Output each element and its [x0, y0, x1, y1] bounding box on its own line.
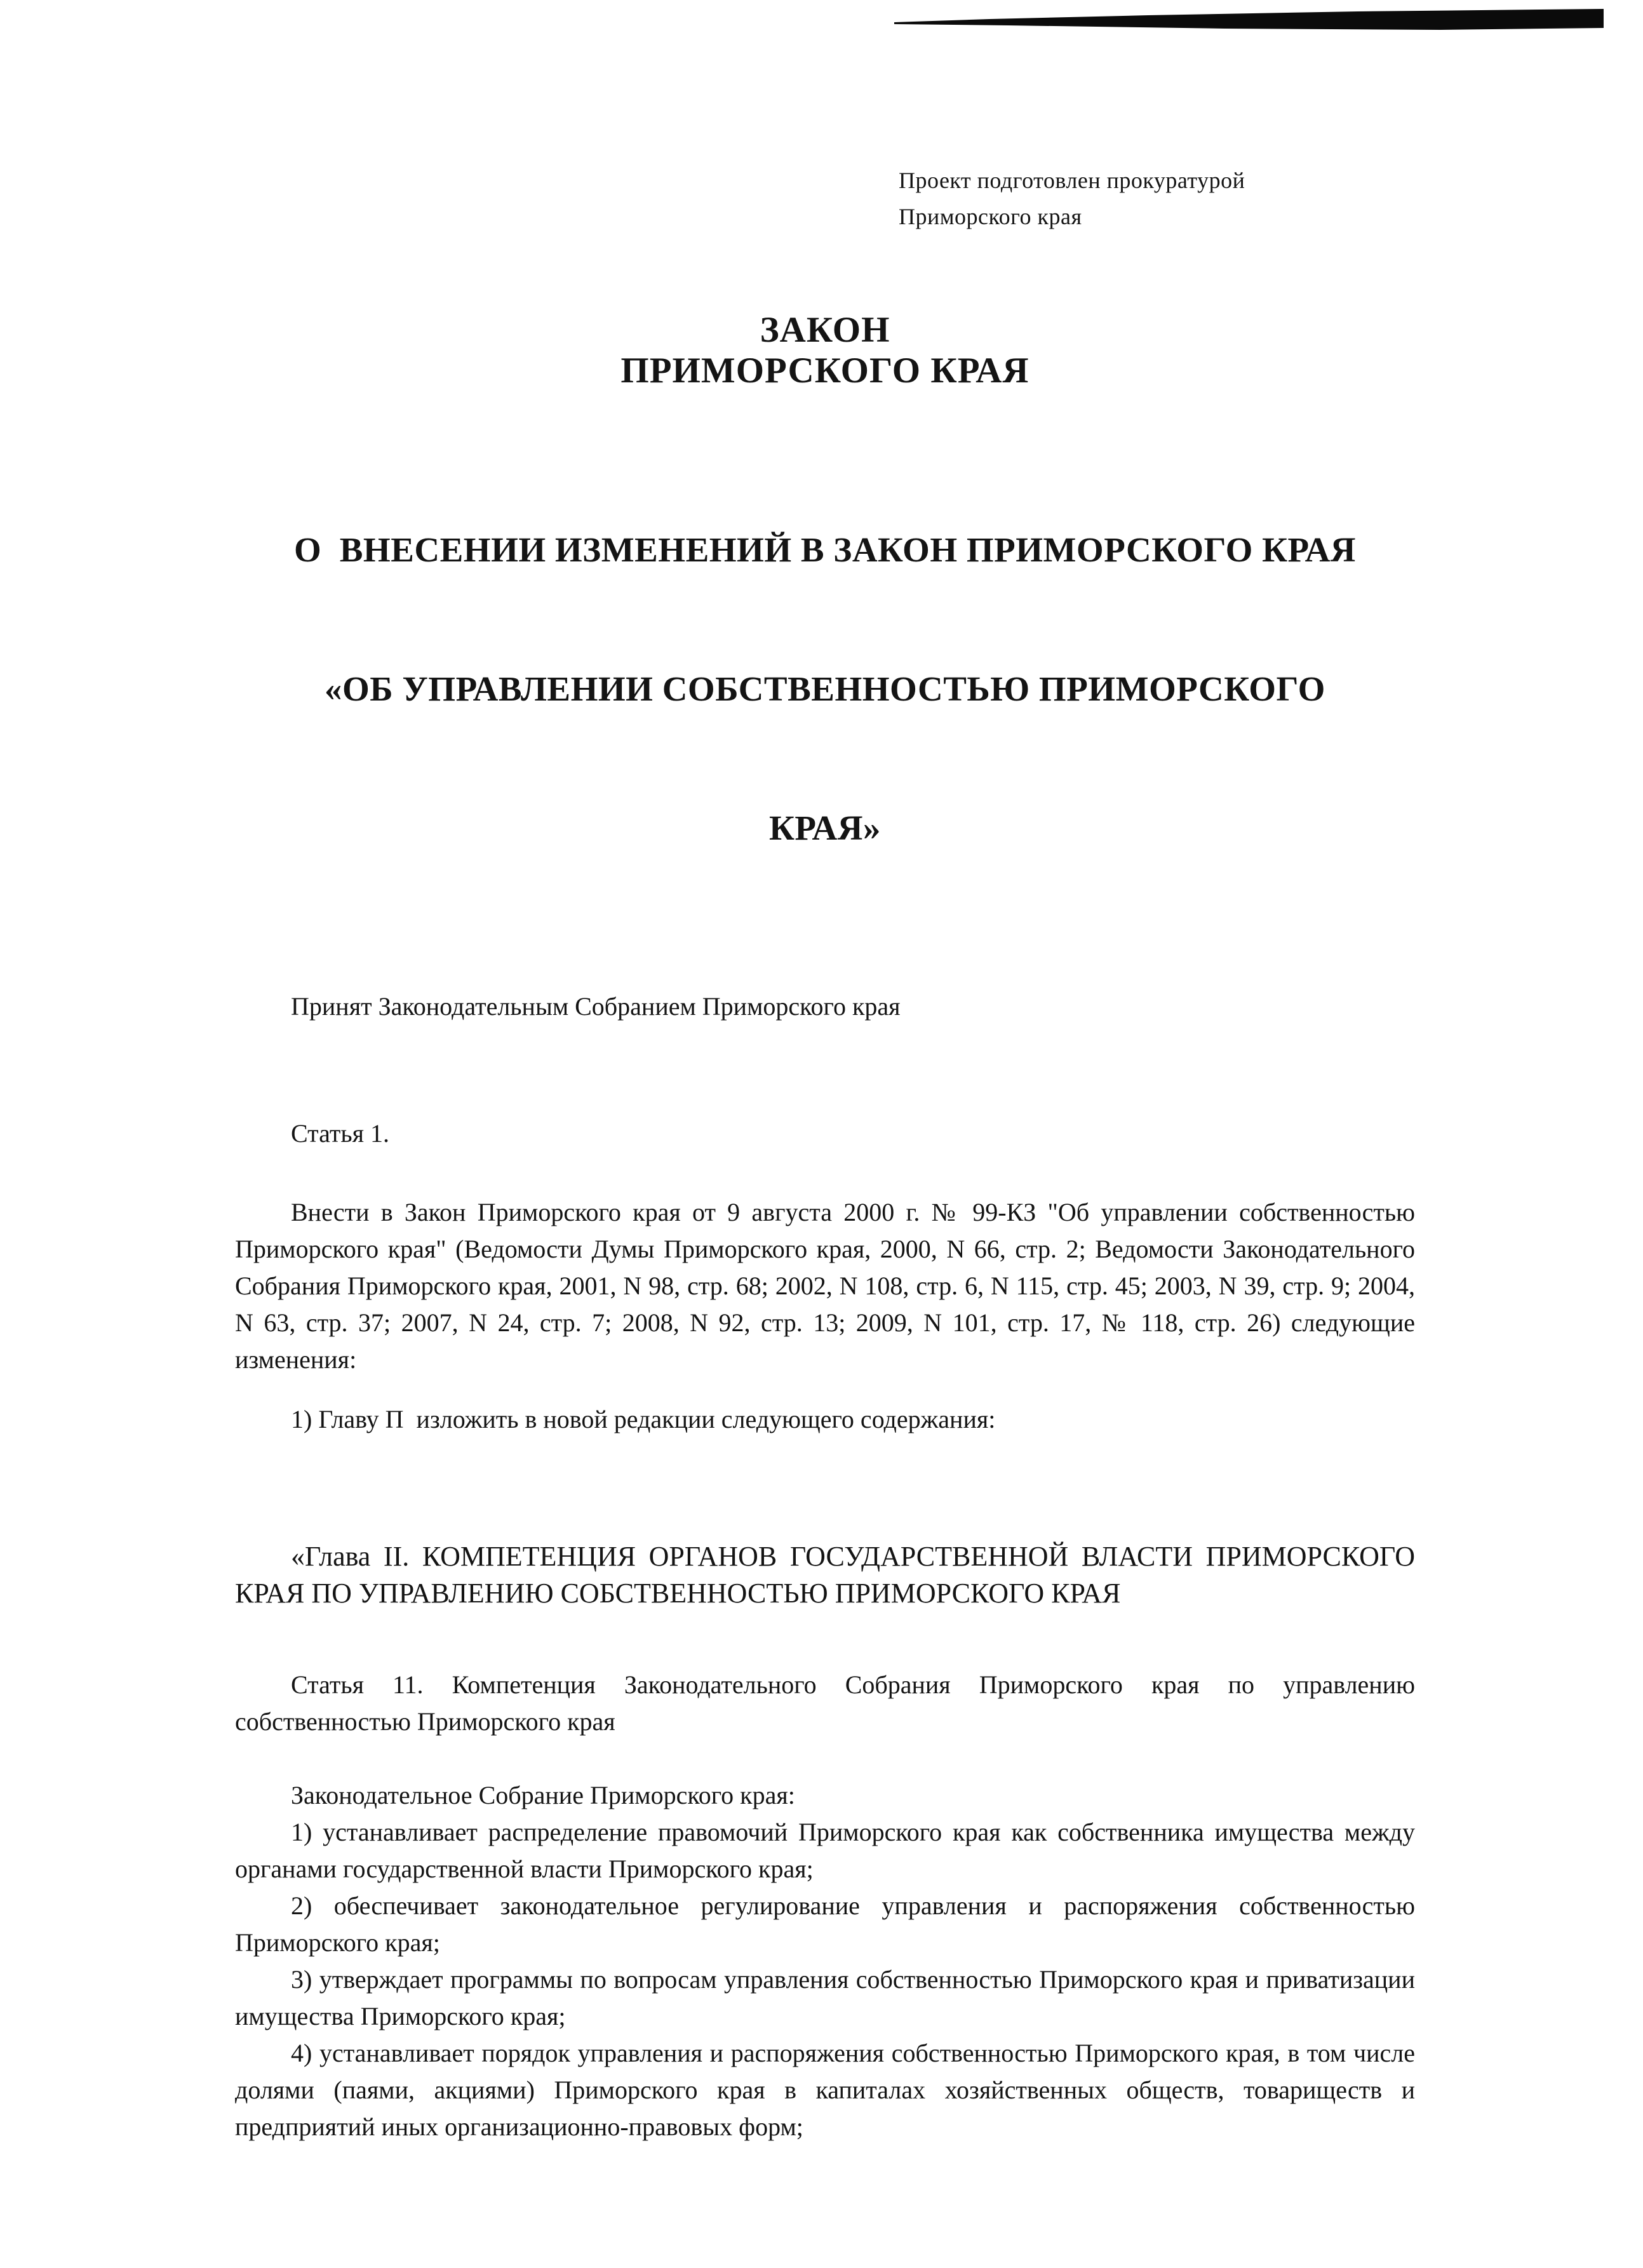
competence-item-2: 2) обеспечивает законодательное регулирование управления и распоряжения собственностью Приморского края;: [235, 1891, 1415, 1957]
law-title: [235, 310, 1415, 391]
amendment-item-1: 1) Главу П изложить в новой редакции следующего содержания:: [291, 1405, 996, 1433]
law-title-line2: ПРИМОРСКОГО КРАЯ: [620, 351, 1029, 391]
adopted-line: Принят Законодательным Собранием Приморского края: [291, 992, 901, 1021]
law-subject-line1: О ВНЕСЕНИИ ИЗМЕНЕНИЙ В ЗАКОН ПРИМОРСКОГО КРАЯ: [293, 530, 1357, 569]
competence-items: [235, 1814, 1415, 2145]
scan-artifact-bar: [894, 9, 1604, 30]
law-title-line1: ЗАКОН: [760, 310, 890, 350]
article-11-lead: Законодательное Собрание Приморского края:: [291, 1781, 795, 1809]
competence-item-4: 4) устанавливает порядок управления и распоряжения собственностью Приморского края, в том числе долями (паями, акциями) Приморского края в капиталах хозяйственных обществ, товариществ и предприятий иных организационно-правовых форм;: [235, 2039, 1415, 2141]
preparer-note-line1: Проект подготовлен прокуратурой: [899, 168, 1245, 193]
competence-item-3: 3) утверждает программы по вопросам управления собственностью Приморского края и приватизации имущества Приморского края;: [235, 1965, 1415, 2030]
preparer-note-line2: Приморского края: [899, 204, 1082, 229]
competence-item-1: 1) устанавливает распределение правомочий Приморского края как собственника имущества между органами государственной власти Приморского края;: [235, 1818, 1415, 1883]
preparer-note: [899, 163, 1245, 235]
article-1-heading: Статья 1.: [291, 1119, 389, 1148]
article-11-heading: Статья 11. Компетенция Законодательного Собрания Приморского края по управлению собственностью Приморского края: [235, 1670, 1415, 1736]
law-subject: [235, 434, 1415, 944]
chapter-2-heading: «Глава II. КОМПЕТЕНЦИЯ ОРГАНОВ ГОСУДАРСТВЕННОЙ ВЛАСТИ ПРИМОРСКОГО КРАЯ ПО УПРАВЛЕНИЮ СОБСТВЕННОСТЬЮ ПРИМОРСКОГО КРАЯ: [235, 1541, 1415, 1609]
law-subject-line2: «ОБ УПРАВЛЕНИИ СОБСТВЕННОСТЬЮ ПРИМОРСКОГО: [325, 669, 1325, 708]
law-text: [235, 310, 1415, 2145]
law-subject-line3: КРАЯ»: [769, 809, 881, 847]
article-1-intro: Внести в Закон Приморского края от 9 августа 2000 г. № 99-КЗ "Об управлении собственностью Приморского края" (Ведомости Думы Приморского края, 2000, N 66, стр. 2; Ведомости Законодательного Собрания Приморского края, 2001, N 98, стр. 68; 2002, N 108, стр. 6, N 115, стр. 45; 2003, N 39, стр. 9; 2004, N 63, стр. 37; 2007, N 24, стр. 7; 2008, N 92, стр. 13; 2009, N 101, стр. 17, № 118, стр. 26) следующие изменения:: [235, 1198, 1416, 1374]
